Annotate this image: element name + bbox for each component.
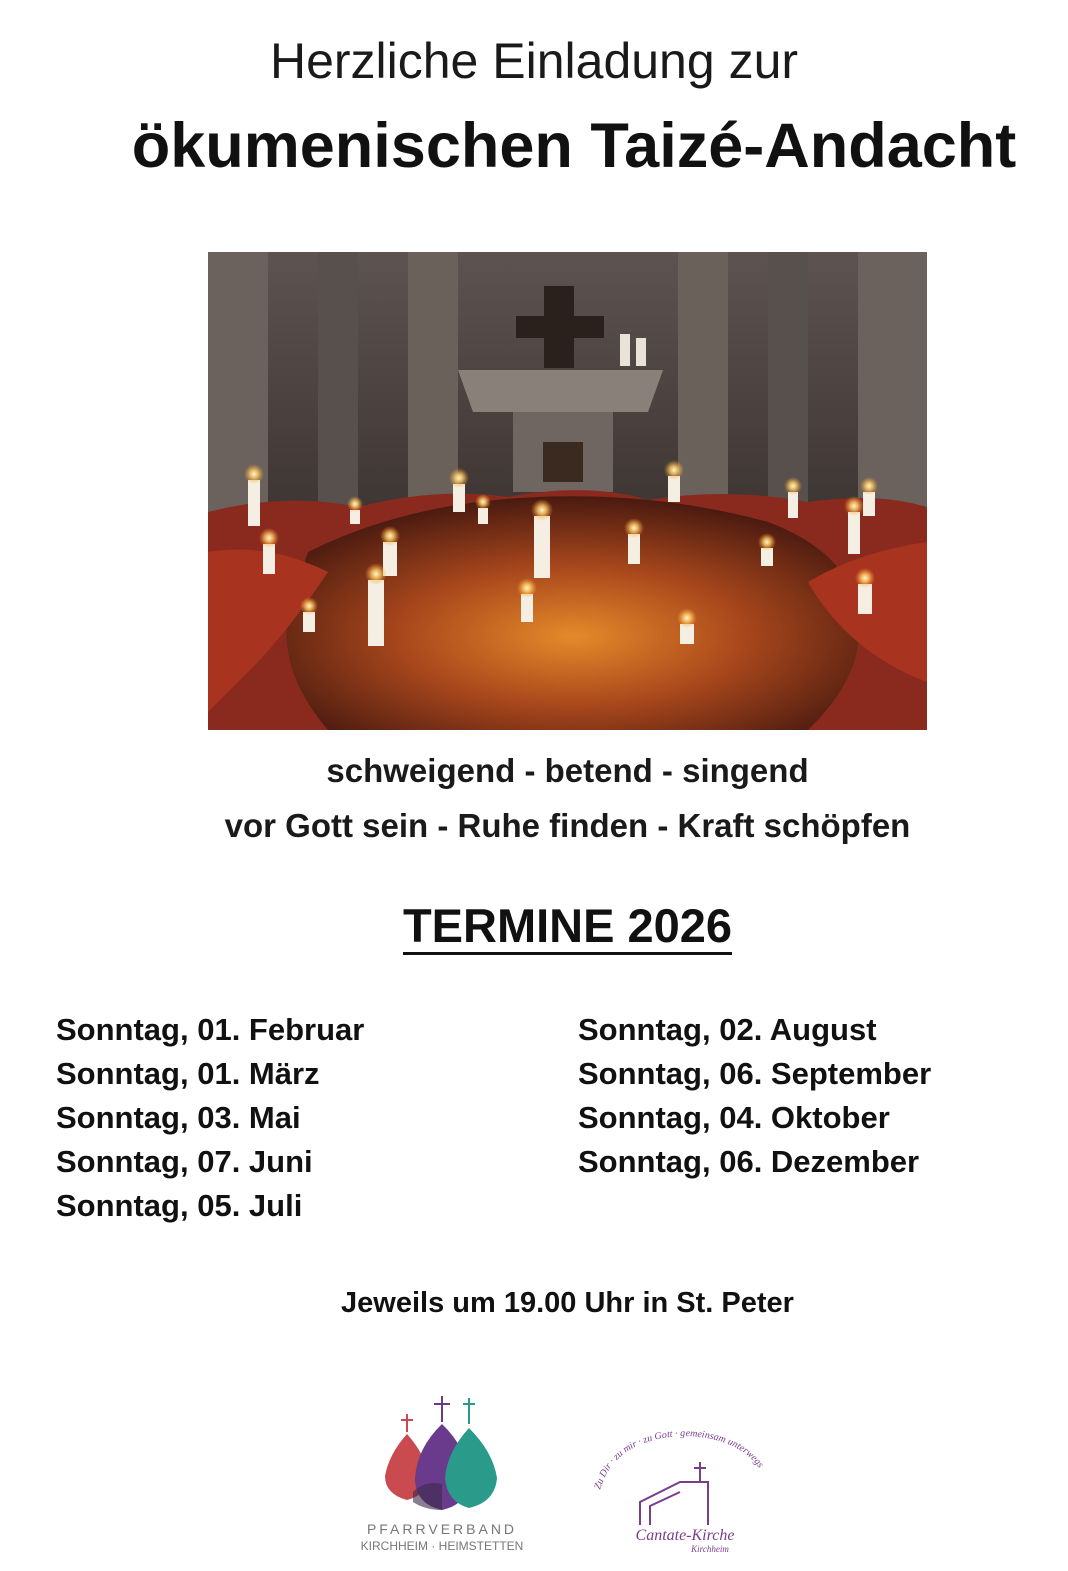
pfarrverband-logo — [355, 1392, 530, 1562]
pfarrverband-name: PFARRVERBAND — [366, 1521, 518, 1537]
motto-line2: vor Gott sein - Ruhe finden - Kraft schöpfen — [224, 807, 911, 844]
date-item: Sonntag, 02. August — [578, 1012, 877, 1047]
date-item: Sonntag, 05. Juli — [56, 1188, 303, 1223]
cantate-arc-text: Zu Dir · zu mir · zu Gott · gemeinsam unterwegs — [592, 1430, 766, 1491]
dates-right-list — [578, 1010, 931, 1186]
cantate-sub: Kirchheim — [691, 1544, 729, 1554]
header-title: ökumenischen Taizé-Andacht — [131, 111, 1017, 181]
date-item: Sonntag, 06. Dezember — [578, 1144, 920, 1179]
pfarrverband-sub: KIRCHHEIM · HEIMSTETTEN — [360, 1539, 524, 1553]
cantate-name: Cantate-Kirche — [635, 1527, 735, 1544]
date-item: Sonntag, 04. Oktober — [578, 1100, 890, 1135]
date-item: Sonntag, 01. Februar — [56, 1012, 365, 1047]
candles-photo-illustration — [208, 252, 927, 730]
date-item: Sonntag, 06. September — [578, 1056, 932, 1091]
termine-heading-wrap — [0, 898, 1068, 954]
motto-line1: schweigend - betend - singend — [326, 752, 809, 789]
cantate-kirche-logo — [590, 1430, 780, 1555]
candles-photo — [208, 252, 927, 730]
date-item: Sonntag, 07. Juni — [56, 1144, 313, 1179]
date-item: Sonntag, 03. Mai — [56, 1100, 301, 1135]
date-item: Sonntag, 01. März — [56, 1056, 320, 1091]
time-location: Jeweils um 19.00 Uhr in St. Peter — [341, 1287, 794, 1319]
dates-left-list — [56, 1010, 364, 1230]
termine-heading: TERMINE 2026 — [403, 899, 732, 955]
header-line1: Herzliche Einladung zur — [269, 33, 799, 89]
